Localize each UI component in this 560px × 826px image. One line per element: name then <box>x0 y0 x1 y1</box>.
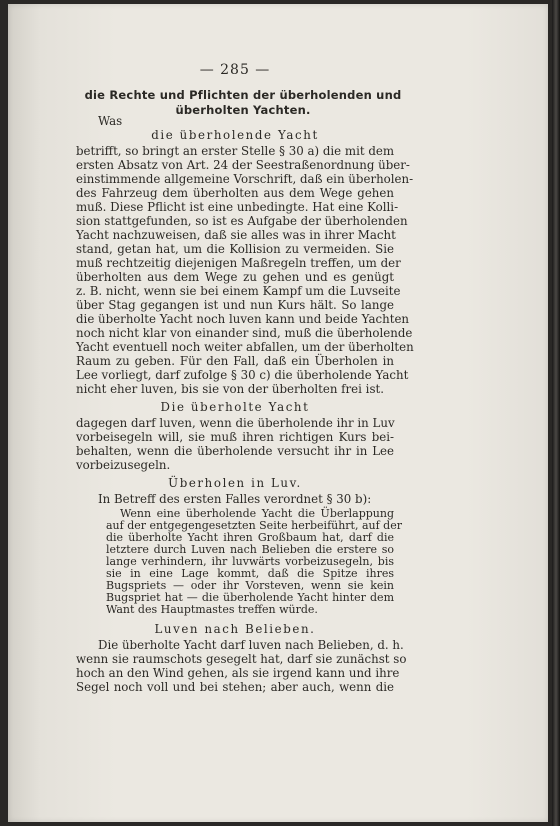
rule-text-line: die überholte Yacht ihren Großbaum hat, darf die <box>106 531 394 544</box>
text-line: muß rechtzeitig diejenigen Maßregeln treffen, um der <box>76 256 401 270</box>
subheading-overtaking-windward: Überholen in Luv. <box>168 476 302 490</box>
heading-line-1: die Rechte und Pflichten der überholenden und <box>84 88 402 102</box>
text-line: muß. Diese Pflicht ist eine unbedingte. Hat eine Kolli- <box>76 200 399 214</box>
text-line: Lee vorliegt, darf zufolge § 30 c) die überholende Yacht <box>76 368 409 382</box>
rule-text-line: auf der entgegengesetzten Seite herbeiführt, auf der <box>106 519 402 532</box>
text-line: des Fahrzeug dem überholten aus dem Wege gehen <box>76 186 394 200</box>
text-line: überholten aus dem Wege zu gehen und es genügt <box>76 270 394 284</box>
text-line: über Stag gegangen ist und nun Kurs hält. So lange <box>76 298 394 312</box>
rule-text-line: letztere durch Luven nach Belieben die erstere so <box>106 543 394 556</box>
subheading-overtaken-yacht: Die überholte Yacht <box>160 400 310 414</box>
rule-text-line: Want des Hauptmastes treffen würde. <box>106 603 318 616</box>
text-line: z. B. nicht, wenn sie bei einem Kampf um die Luvseite <box>76 284 401 298</box>
text-line: nicht eher luven, bis sie von der überholten frei ist. <box>76 382 384 396</box>
book-binding-edge <box>552 0 560 826</box>
text-line: stand, getan hat, um die Kollision zu vermeiden. Sie <box>76 242 394 256</box>
rule-text-line: Bugspriets — oder ihr Vorsteven, wenn sie kein <box>106 579 394 592</box>
text-line: wenn sie raumschots gesegelt hat, darf sie zunächst so <box>76 652 407 666</box>
text-line: In Betreff des ersten Falles verordnet § 30 b): <box>98 492 372 506</box>
subheading-overtaking-yacht: die überholende Yacht <box>151 128 319 142</box>
text-line: Raum zu geben. Für den Fall, daß ein Überholen in <box>76 354 394 368</box>
book-page <box>8 4 548 822</box>
text-line: Was <box>98 114 123 128</box>
heading-line-2: überholten Yachten. <box>175 103 311 117</box>
text-line: Yacht nachzuweisen, daß sie alles was in ihrer Macht <box>76 228 396 242</box>
text-line: behalten, wenn die überholende versucht ihr in Lee <box>76 444 394 458</box>
rule-text-line: Bugspriet hat — die überholende Yacht hinter dem <box>106 591 394 604</box>
text-line: einstimmende allgemeine Vorschrift, daß ein überholen- <box>76 172 414 186</box>
text-line: Segel noch voll und bei stehen; aber auch, wenn die <box>76 680 394 694</box>
subheading-luffing-at-will: Luven nach Belieben. <box>154 622 316 636</box>
text-line: betrifft, so bringt an erster Stelle § 30 a) die mit dem <box>76 144 395 158</box>
rule-text-line: lange verhindern, ihr luvwärts vorbeizusegeln, bis <box>106 555 394 568</box>
text-line: noch nicht klar von einander sind, muß die überholende <box>76 326 413 340</box>
text-line: Yacht eventuell noch weiter abfallen, um der überholten <box>76 340 414 354</box>
text-line: dagegen darf luven, wenn die überholende ihr in Luv <box>76 416 395 430</box>
text-line: die überholte Yacht noch luven kann und beide Yachten <box>76 312 410 326</box>
rule-text-line: sie in eine Lage kommt, daß die Spitze ihres <box>106 567 394 580</box>
text-line: vorbeizusegeln. <box>76 458 171 472</box>
rule-text-line: Wenn eine überholende Yacht die Überlappung <box>120 507 394 520</box>
page-number: — 285 — <box>199 62 271 78</box>
text-line: Die überholte Yacht darf luven nach Belieben, d. h. <box>98 638 404 652</box>
text-line: vorbeisegeln will, sie muß ihren richtigen Kurs bei- <box>76 430 394 444</box>
text-line: sion stattgefunden, so ist es Aufgabe der überholenden <box>76 214 408 228</box>
text-line: hoch an den Wind gehen, als sie irgend kann und ihre <box>76 666 400 680</box>
text-line: ersten Absatz von Art. 24 der Seestraßenordnung über- <box>76 158 410 172</box>
